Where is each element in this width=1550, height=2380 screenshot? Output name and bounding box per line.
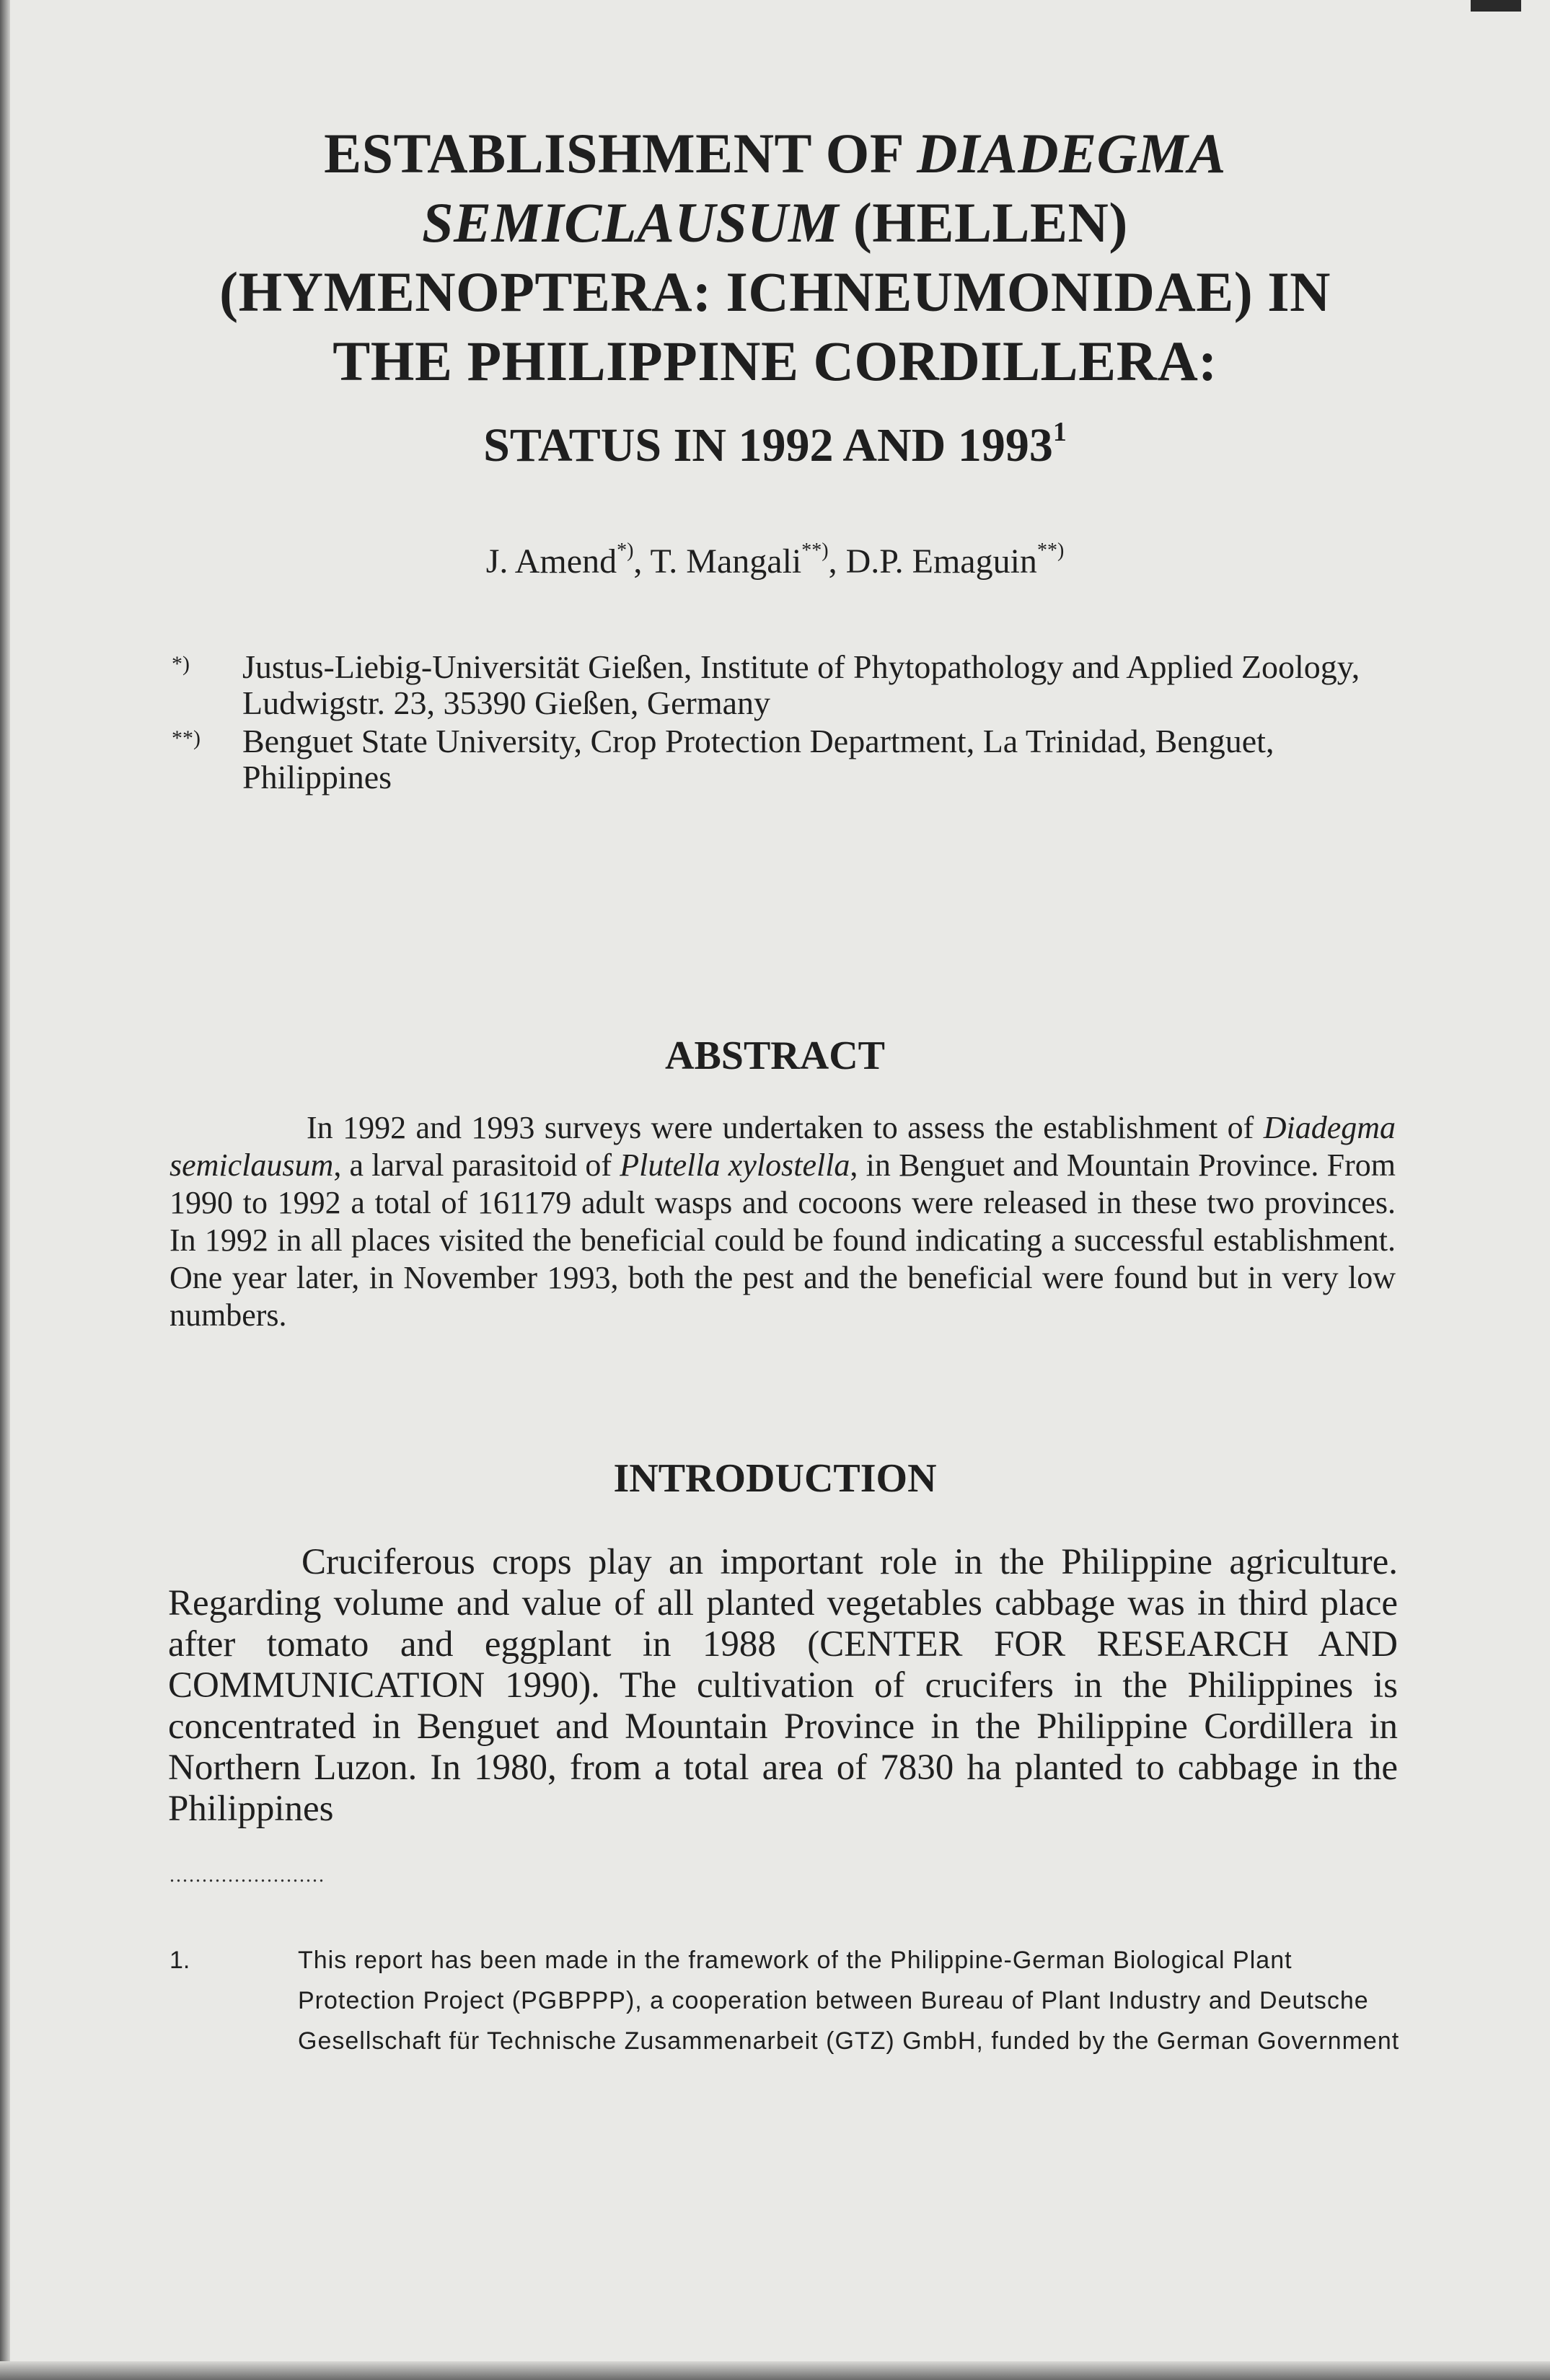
footnote-text: This report has been made in the framework of the Philippine-German Biological Plant Protection Project (PGBPPP), a cooperation between Bureau of Plant Industry and Deutsche Gesellschaft für Technische Zusammenarbeit (GTZ) GmbH, funded by the German Government	[298, 1947, 1400, 2055]
scan-corner-mark	[1471, 0, 1521, 12]
introduction-text: Cruciferous crops play an important role in the Philippine agriculture. Regarding volume and value of all planted vegetables cabbage was in third place after tomato and eggplant in 1988 (CENTER FOR RESEARCH AND COMMUNICATION 1990). The cultivation of crucifers in the Philippines is concentrated in Benguet and Mountain Province in the Philippine Cordillera in Northern Luzon. In 1980, from a total area of 7830 ha planted to cabbage in the Philippines	[168, 1542, 1398, 1829]
author-list: J. Amend*), T. Mangali**), D.P. Emaguin**)	[485, 539, 1065, 581]
abstract-heading: ABSTRACT	[665, 1033, 885, 1078]
title-line-4: THE PHILIPPINE CORDILLERA:	[333, 330, 1217, 392]
page-bottom-shadow	[0, 2361, 1550, 2380]
footnote-separator: ........................	[169, 1864, 325, 1887]
introduction-heading: INTRODUCTION	[613, 1456, 937, 1501]
footnote-number: 1.	[169, 1947, 190, 1974]
title-line-1: ESTABLISHMENT OF DIADEGMA	[324, 122, 1226, 185]
footnote-ref: 1	[1052, 417, 1067, 447]
title-line-2: SEMICLAUSUM (HELLEN)	[422, 191, 1128, 254]
title-line-3: (HYMENOPTERA: ICHNEUMONIDAE) IN	[219, 260, 1331, 323]
title-line-5: STATUS IN 1992 AND 1993$^1$	[483, 417, 1067, 472]
abstract-text: In 1992 and 1993 surveys were undertaken to assess the establishment of Diadegma semiclausum, a larval parasitoid of Plutella xylostella, in Benguet and Mountain Province. From 1990 to 1992 a total of 161179 adult wasps and cocoons were released in these two provinces. In 1992 in all places visited the beneficial could be found indicating a successful establishment. One year later, in November 1993, both the pest and the beneficial were found but in very low numbers.	[169, 1110, 1396, 1333]
paper-title	[0, 119, 1550, 479]
